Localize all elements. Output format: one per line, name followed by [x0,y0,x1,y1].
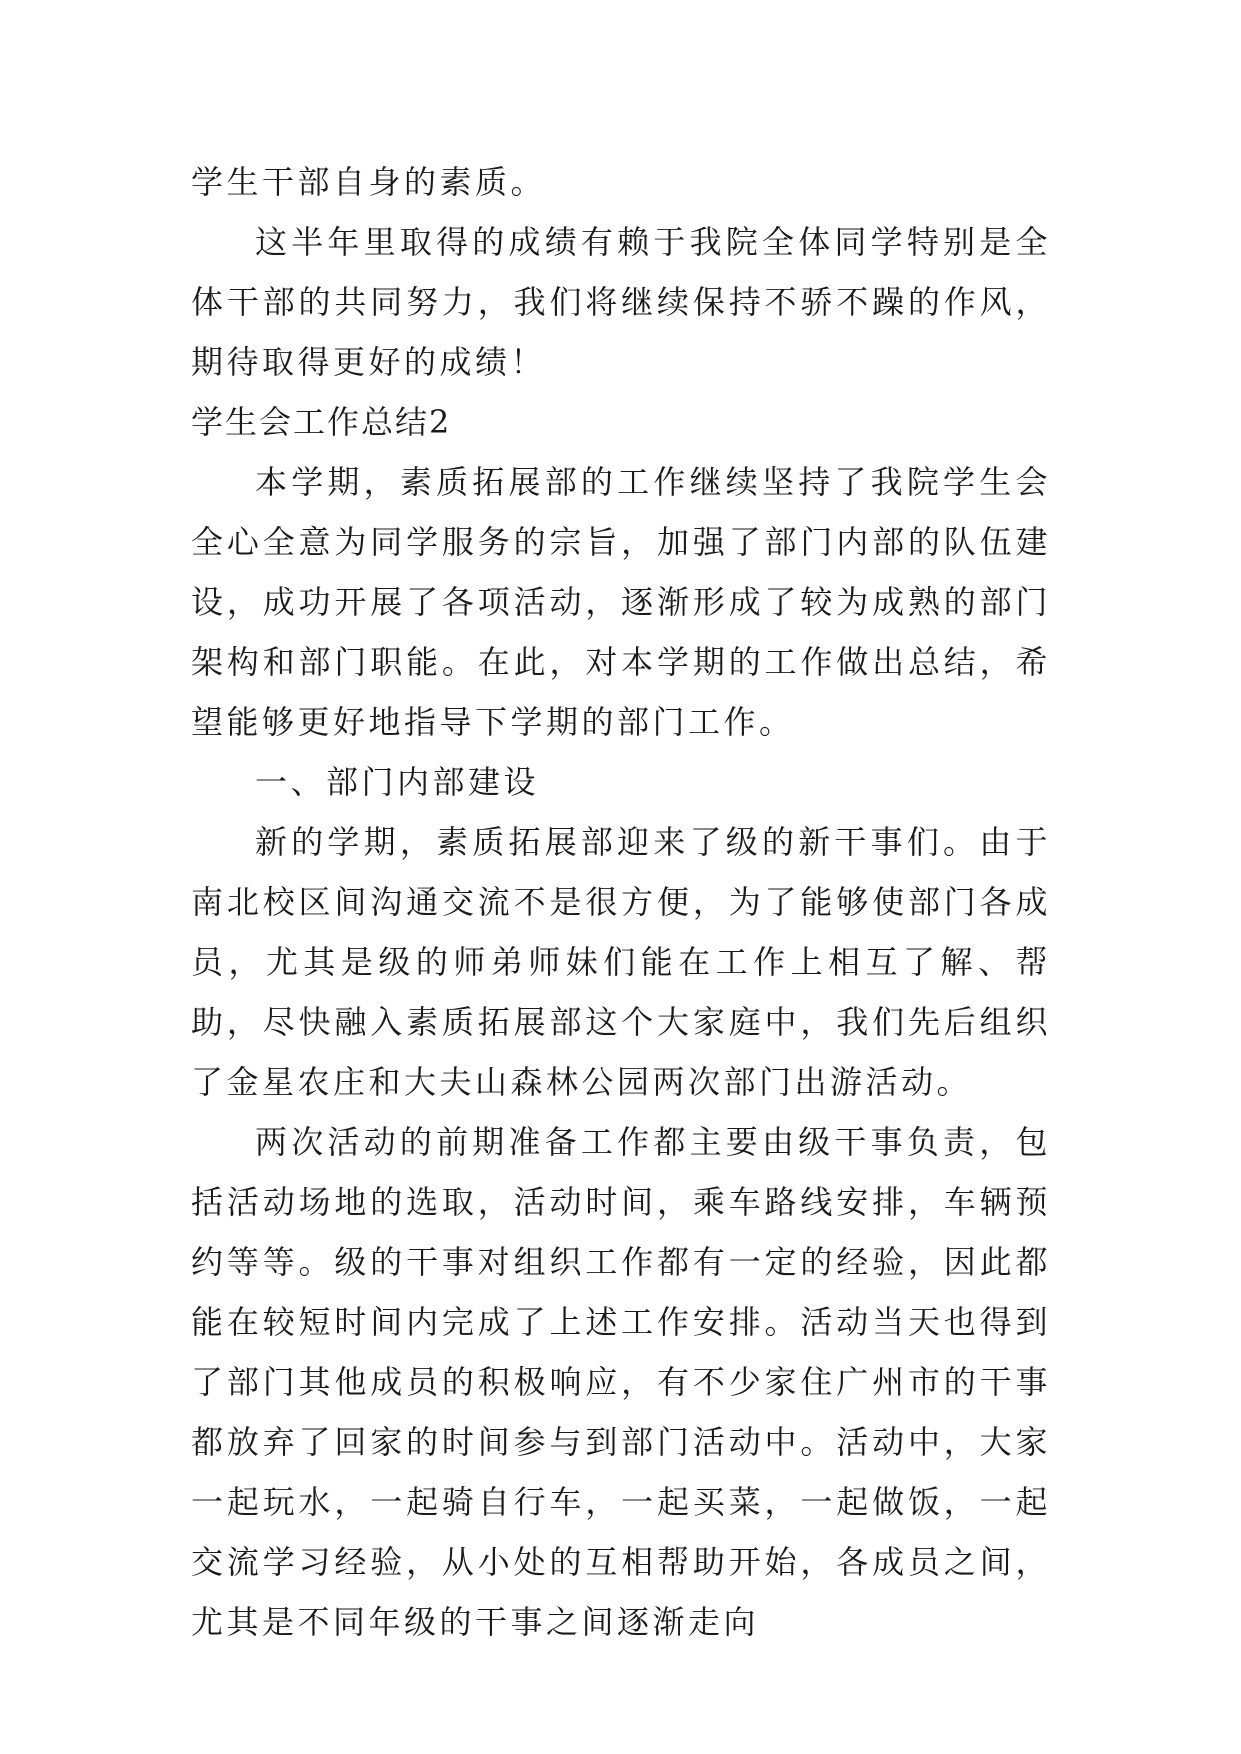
paragraph-3: 本学期，素质拓展部的工作继续坚持了我院学生会全心全意为同学服务的宗旨，加强了部门内部的队伍建设，成功开展了各项活动，逐渐形成了较为成熟的部门架构和部门职能。在此，对本学期的工作做出总结，希望能够更好地指导下学期的部门工作。 [191,463,1051,741]
subsection-heading: 一、部门内部建设 [255,763,540,801]
document-body [191,152,1051,1652]
paragraph-5: 两次活动的前期准备工作都主要由级干事负责，包括活动场地的选取，活动时间，乘车路线安排，车辆预约等等。级的干事对组织工作都有一定的经验，因此都能在较短时间内完成了上述工作安排。活动当天也得到了部门其他成员的积极响应，有不少家住广州市的干事都放弃了回家的时间参与到部门活动中。活动中，大家一起玩水，一起骑自行车，一起买菜，一起做饭，一起交流学习经验，从小处的互相帮助开始，各成员之间，尤其是不同年级的干事之间逐渐走向 [191,1123,1051,1641]
section-heading: 学生会工作总结2 [191,403,452,441]
paragraph-2: 这半年里取得的成绩有赖于我院全体同学特别是全体干部的共同努力，我们将继续保持不骄不躁的作风，期待取得更好的成绩！ [191,223,1051,381]
paragraph-1: 学生干部自身的素质。 [191,163,547,201]
paragraph-4: 新的学期，素质拓展部迎来了级的新干事们。由于南北校区间沟通交流不是很方便，为了能够使部门各成员，尤其是级的师弟师妹们能在工作上相互了解、帮助，尽快融入素质拓展部这个大家庭中，我们先后组织了金星农庄和大夫山森林公园两次部门出游活动。 [191,823,1051,1101]
